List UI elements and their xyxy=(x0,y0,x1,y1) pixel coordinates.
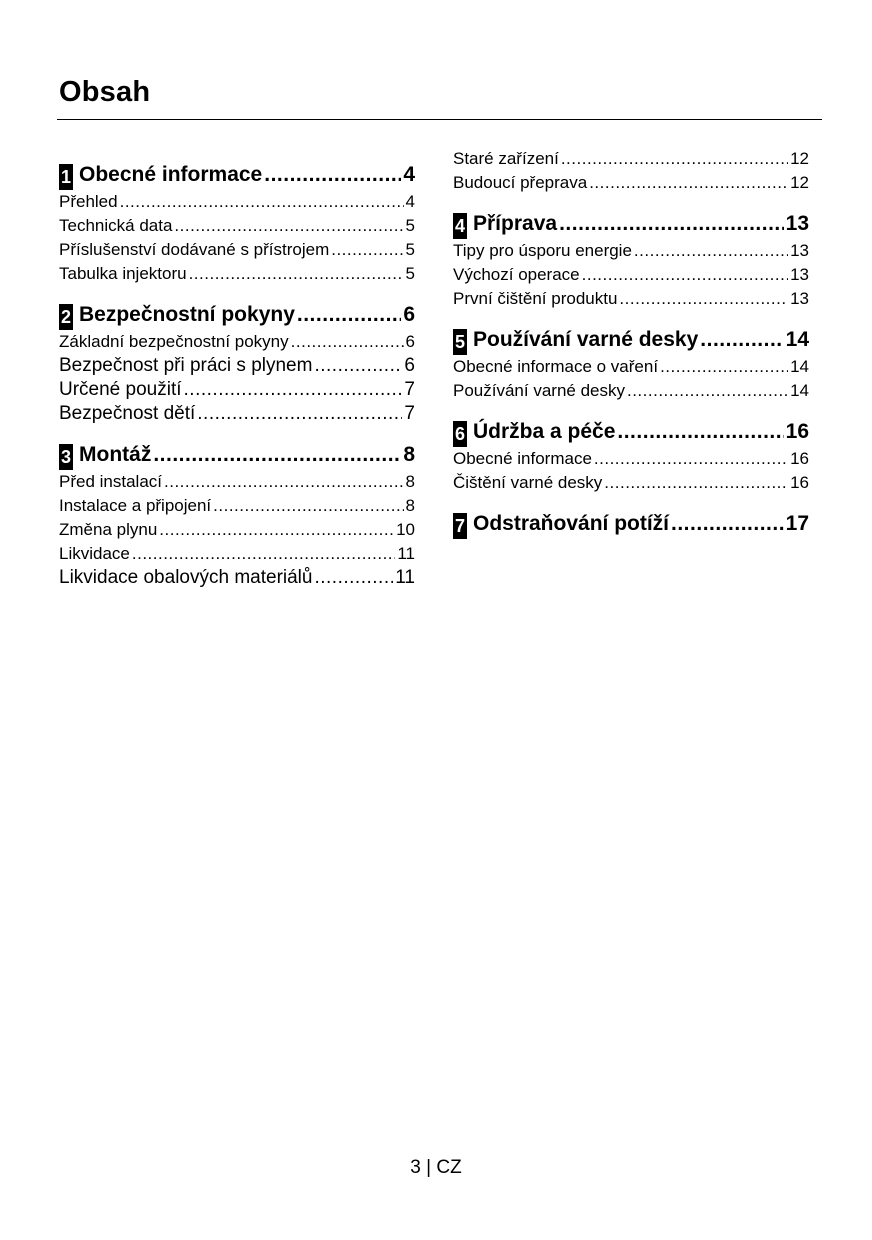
dot-leader xyxy=(120,190,404,214)
dot-leader xyxy=(582,263,788,287)
section-number-badge: 2 xyxy=(59,304,73,330)
section-title-text: Údržba a péče xyxy=(473,420,616,443)
toc-entry-label: Bezpečnost při práci s plynem xyxy=(59,355,313,376)
toc-section xyxy=(59,440,415,590)
toc-entry-page: 6 xyxy=(405,332,415,351)
toc-entry-label: Staré zařízení xyxy=(453,149,559,168)
toc-section xyxy=(59,300,415,426)
toc-entry-page: 5 xyxy=(405,264,415,283)
section-title-text: Používání varné desky xyxy=(473,328,699,351)
title-divider xyxy=(57,119,822,120)
dot-leader xyxy=(184,378,403,402)
dot-leader xyxy=(314,354,402,378)
toc-entry-label: Před instalací xyxy=(59,472,162,491)
toc-entry[interactable] xyxy=(59,262,415,286)
toc-entry-page: 8 xyxy=(405,496,415,515)
toc-entry[interactable] xyxy=(453,447,809,471)
toc-entry-label: Výchozí operace xyxy=(453,265,580,284)
toc-entry-label: Obecné informace o vaření xyxy=(453,357,659,376)
dot-leader xyxy=(700,325,783,355)
toc-entry-page: 7 xyxy=(404,379,415,400)
toc-section-heading[interactable] xyxy=(453,209,809,239)
dot-leader xyxy=(619,287,788,311)
toc-entry[interactable] xyxy=(59,566,415,590)
section-page-number: 13 xyxy=(785,212,809,235)
toc-section xyxy=(453,209,809,311)
section-title xyxy=(453,325,698,355)
toc-entry-page: 12 xyxy=(790,149,809,168)
page-footer xyxy=(0,1156,872,1180)
toc-entry-page: 6 xyxy=(404,355,415,376)
section-page-number: 8 xyxy=(403,443,415,466)
toc-section xyxy=(453,417,809,495)
toc-entry-page: 5 xyxy=(405,216,415,235)
section-number-badge: 1 xyxy=(59,164,73,190)
toc-entry[interactable] xyxy=(453,379,809,403)
toc-entry-label: Likvidace obalových materiálů xyxy=(59,567,313,588)
section-page-number: 17 xyxy=(785,512,809,535)
section-number-badge: 7 xyxy=(453,513,467,539)
dot-leader xyxy=(213,494,403,518)
page-title: Obsah xyxy=(59,76,151,108)
section-title-text: Montáž xyxy=(79,443,152,466)
dot-leader xyxy=(174,214,403,238)
dot-leader xyxy=(331,238,403,262)
toc-section-heading[interactable] xyxy=(59,300,415,330)
dot-leader xyxy=(159,518,394,542)
section-title-text: Odstraňování potíží xyxy=(473,512,670,535)
toc-section-heading[interactable] xyxy=(59,160,415,190)
toc-entry[interactable] xyxy=(453,147,809,171)
section-page-number: 6 xyxy=(403,303,415,326)
dot-leader xyxy=(164,470,404,494)
toc-entry-page: 16 xyxy=(790,449,809,468)
toc-entry[interactable] xyxy=(59,238,415,262)
section-title xyxy=(59,160,262,190)
toc-entry-label: Budoucí přeprava xyxy=(453,173,588,192)
toc-section-heading[interactable] xyxy=(59,440,415,470)
toc-entry-page: 14 xyxy=(790,357,809,376)
dot-leader xyxy=(559,209,784,239)
section-title xyxy=(453,417,615,447)
toc-entry-label: Základní bezpečnostní pokyny xyxy=(59,332,289,351)
dot-leader xyxy=(617,417,783,447)
section-number-badge: 5 xyxy=(453,329,467,355)
toc-entry-label: Likvidace xyxy=(59,544,130,563)
toc-entry[interactable] xyxy=(59,214,415,238)
section-title-text: Obecné informace xyxy=(79,163,263,186)
dot-leader xyxy=(297,300,401,330)
toc-entry[interactable] xyxy=(453,287,809,311)
toc-entry[interactable] xyxy=(59,402,415,426)
toc-entry-page: 13 xyxy=(790,289,809,308)
toc-entry[interactable] xyxy=(453,263,809,287)
toc-entry[interactable] xyxy=(59,190,415,214)
dot-leader xyxy=(132,542,395,566)
toc-entry-page: 5 xyxy=(405,240,415,259)
dot-leader xyxy=(153,440,401,470)
toc-section xyxy=(453,509,809,539)
toc-entry-page: 11 xyxy=(395,567,415,588)
section-page-number: 16 xyxy=(785,420,809,443)
footer-separator: | xyxy=(426,1157,432,1178)
toc-entry-label: Určené použití xyxy=(59,379,182,400)
section-title-text: Příprava xyxy=(473,212,558,235)
toc-section xyxy=(59,160,415,286)
toc-entry[interactable] xyxy=(59,354,415,378)
toc-entry-label: Tabulka injektoru xyxy=(59,264,187,283)
section-number-badge: 6 xyxy=(453,421,467,447)
toc-entry[interactable] xyxy=(59,542,415,566)
dot-leader xyxy=(634,239,788,263)
toc-entry[interactable] xyxy=(59,470,415,494)
dot-leader xyxy=(291,330,404,354)
footer-language: CZ xyxy=(436,1157,462,1178)
toc-entry[interactable] xyxy=(453,239,809,263)
toc-entry[interactable] xyxy=(453,355,809,379)
dot-leader xyxy=(189,262,404,286)
section-page-number: 4 xyxy=(403,163,415,186)
toc-entry-label: Obecné informace xyxy=(453,449,592,468)
toc-entry-page: 16 xyxy=(790,473,809,492)
toc-section xyxy=(453,147,809,195)
toc-entry-page: 13 xyxy=(790,265,809,284)
section-title xyxy=(59,440,151,470)
toc-entry-label: Instalace a připojení xyxy=(59,496,212,515)
toc-entry-label: Přehled xyxy=(59,192,118,211)
toc-entry-page: 4 xyxy=(405,192,415,211)
section-number-badge: 4 xyxy=(453,213,467,239)
toc-entry-label: Technická data xyxy=(59,216,173,235)
dot-leader xyxy=(671,509,784,539)
section-number-badge: 3 xyxy=(59,444,73,470)
toc-entry-page: 13 xyxy=(790,241,809,260)
toc-entry-page: 7 xyxy=(404,403,415,424)
toc-section-heading[interactable] xyxy=(453,509,809,539)
toc-section-heading[interactable] xyxy=(453,417,809,447)
toc-entry-page: 12 xyxy=(790,173,809,192)
dot-leader xyxy=(197,402,402,426)
toc-entry[interactable] xyxy=(59,494,415,518)
toc-entry-label: První čištění produktu xyxy=(453,289,618,308)
dot-leader xyxy=(627,379,788,403)
dot-leader xyxy=(314,566,393,590)
dot-leader xyxy=(594,447,788,471)
toc-entry-page: 11 xyxy=(397,544,415,563)
toc-entry[interactable] xyxy=(59,378,415,402)
toc-entry[interactable] xyxy=(59,330,415,354)
toc-entry[interactable] xyxy=(453,171,809,195)
toc-entry-label: Tipy pro úsporu energie xyxy=(453,241,632,260)
toc-entry-label: Bezpečnost dětí xyxy=(59,403,196,424)
section-title xyxy=(453,209,557,239)
footer-page-number: 3 xyxy=(410,1157,421,1178)
dot-leader xyxy=(561,147,788,171)
section-title xyxy=(59,300,295,330)
dot-leader xyxy=(604,471,788,495)
toc-section xyxy=(453,325,809,403)
toc-entry-page: 14 xyxy=(790,381,809,400)
toc-entry[interactable] xyxy=(59,518,415,542)
section-title-text: Bezpečnostní pokyny xyxy=(79,303,295,326)
toc-entry-label: Příslušenství dodávané s přístrojem xyxy=(59,240,330,259)
toc-entry-page: 8 xyxy=(405,472,415,491)
dot-leader xyxy=(660,355,788,379)
toc-entry-page: 10 xyxy=(396,520,415,539)
section-page-number: 14 xyxy=(785,328,809,351)
toc-entry-label: Používání varné desky xyxy=(453,381,625,400)
toc-column-right xyxy=(453,147,809,553)
toc-column-left xyxy=(59,160,415,604)
dot-leader xyxy=(589,171,788,195)
toc-entry-label: Změna plynu xyxy=(59,520,158,539)
dot-leader xyxy=(264,160,401,190)
toc-entry[interactable] xyxy=(453,471,809,495)
section-title xyxy=(453,509,669,539)
toc-section-heading[interactable] xyxy=(453,325,809,355)
toc-entry-label: Čištění varné desky xyxy=(453,473,603,492)
